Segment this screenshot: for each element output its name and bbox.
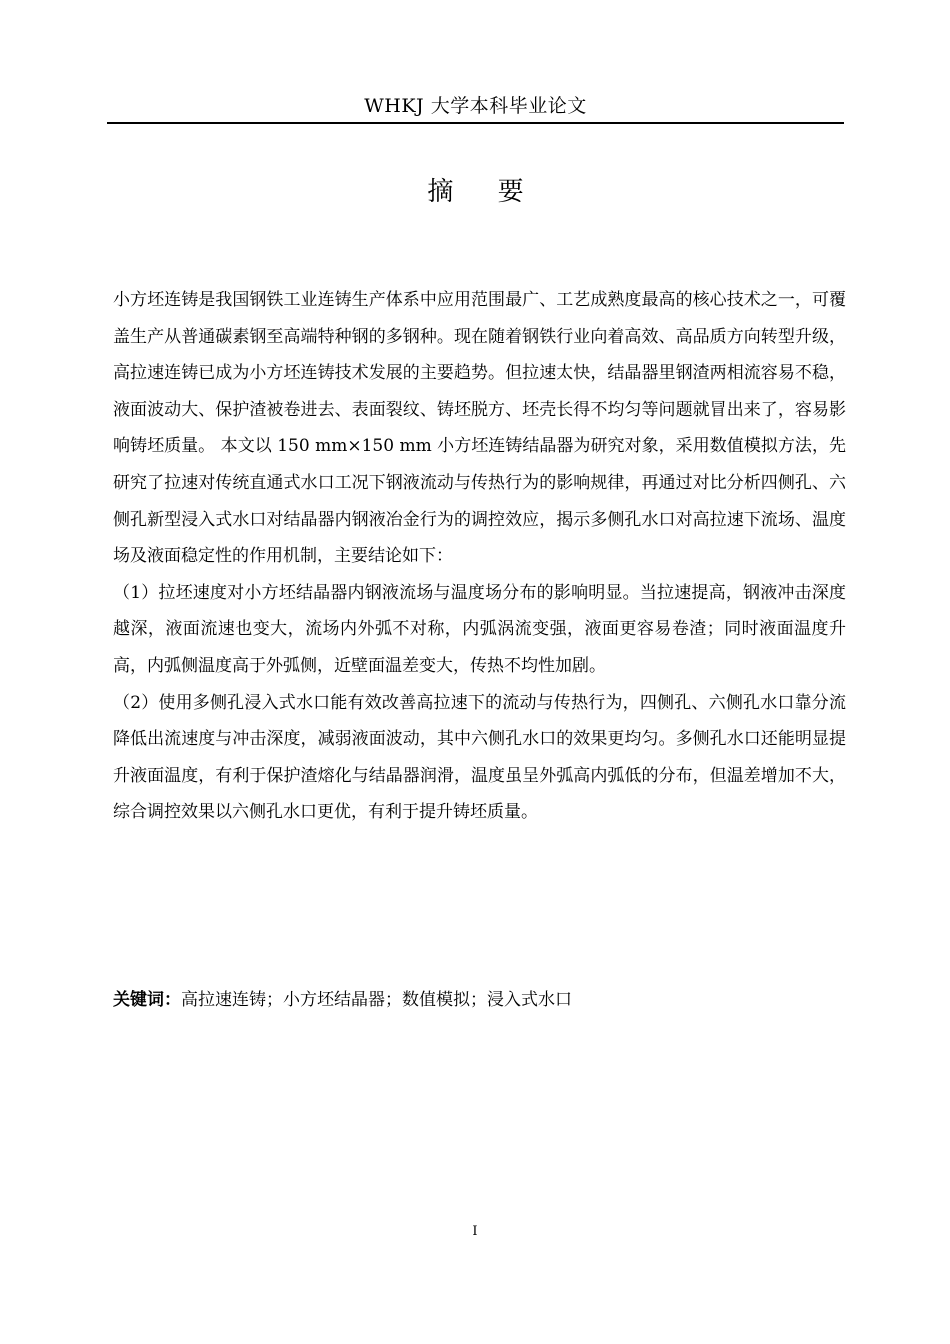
- abstract-paragraph-conclusion-2: （2）使用多侧孔浸入式水口能有效改善高拉速下的流动与传热行为，四侧孔、六侧孔水口靠分流降低出流速度与冲击深度，减弱液面波动，其中六侧孔水口的效果更均匀。多侧孔水口还能明显提升液面温度，有利于保护渣熔化与结晶器润滑，温度虽呈外弧高内弧低的分布，但温差增加不大，综合调控效果以六侧孔水口更优，有利于提升铸坯质量。: [113, 692, 846, 823]
- abstract-paragraph-conclusion-1: （1）拉坯速度对小方坯结晶器内钢液流场与温度场分布的影响明显。当拉速提高，钢液冲击深度越深，液面流速也变大，流场内外弧不对称，内弧涡流变强，液面更容易卷渣；同时液面温度升高，内弧侧温度高于外弧侧，近壁面温差变大，传热不均性加剧。: [113, 582, 846, 676]
- header-divider: [107, 122, 844, 124]
- page-title: 摘 要: [427, 177, 542, 207]
- keywords-label: 关键词：: [113, 990, 181, 1010]
- keywords-line: [113, 985, 846, 1015]
- header-text: WHKJ 大学本科毕业论文: [364, 95, 587, 117]
- abstract-body: [113, 282, 846, 831]
- keywords-text: 高拉速连铸；小方坯结晶器；数值模拟；浸入式水口: [181, 990, 572, 1010]
- page-header: [107, 92, 844, 120]
- page-number: I: [472, 1224, 478, 1239]
- abstract-paragraph-intro: 小方坯连铸是我国钢铁工业连铸生产体系中应用范围最广、工艺成熟度最高的核心技术之一，可覆盖生产从普通碳素钢至高端特种钢的多钢种。现在随着钢铁行业向着高效、高品质方向转型升级，高拉速连铸已成为小方坯连铸技术发展的主要趋势。但拉速太快，结晶器里钢渣两相流容易不稳，液面波动大、保护渣被卷进去、表面裂纹、铸坯脱方、坯壳长得不均匀等问题就冒出来了，容易影响铸坯质量。 本文以 150 mm×150 mm 小方坯连铸结晶器为研究对象，采用数值模拟方法，先研究了拉速对传统直通式水口工况下钢液流动与传热行为的影响规律，再通过对比分析四侧孔、六侧孔新型浸入式水口对结晶器内钢液冶金行为的调控效应，揭示多侧孔水口对高拉速下流场、温度场及液面稳定性的作用机制，主要结论如下：: [113, 290, 846, 567]
